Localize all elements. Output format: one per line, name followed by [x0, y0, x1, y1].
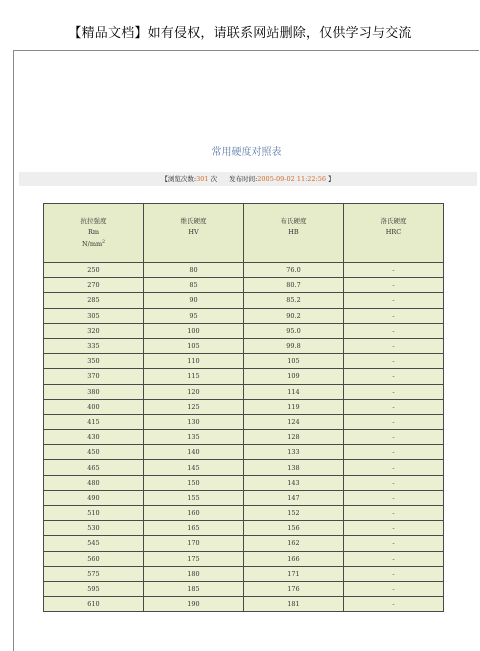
table-row	[44, 399, 444, 414]
page-title: 常用硬度对照表	[211, 147, 282, 158]
document-page	[13, 50, 479, 651]
table-row	[44, 263, 444, 278]
disclaimer-banner: 【精品文档】如有侵权，请联系网站删除，仅供学习与交流	[68, 26, 412, 41]
table-row	[44, 384, 444, 399]
views-count: 301	[196, 175, 209, 183]
cell-vickers: 165	[144, 521, 244, 536]
cell-brinell: 99.8	[244, 338, 344, 353]
cell-rockwell: -	[344, 278, 444, 293]
table-row	[44, 369, 444, 384]
table-row	[44, 521, 444, 536]
table-row	[44, 566, 444, 581]
cell-vickers: 145	[144, 460, 244, 475]
cell-brinell: 80.7	[244, 278, 344, 293]
cell-tensile: 415	[44, 414, 144, 429]
cell-rockwell: -	[344, 430, 444, 445]
cell-rockwell: -	[344, 384, 444, 399]
cell-vickers: 85	[144, 278, 244, 293]
cell-tensile: 370	[44, 369, 144, 384]
header-rockwell-code: HRC	[385, 228, 402, 237]
cell-brinell: 133	[244, 445, 344, 460]
cell-tensile: 575	[44, 566, 144, 581]
cell-brinell: 176	[244, 581, 344, 596]
cell-rockwell: -	[344, 460, 444, 475]
cell-rockwell: -	[344, 369, 444, 384]
views-label: 浏览次数:	[167, 175, 197, 183]
cell-brinell: 90.2	[244, 308, 344, 323]
cell-brinell: 138	[244, 460, 344, 475]
cell-tensile: 530	[44, 521, 144, 536]
header-brinell-name: 布氏硬度	[280, 216, 307, 225]
header-tensile-strength	[44, 204, 144, 263]
cell-tensile: 350	[44, 354, 144, 369]
cell-tensile: 465	[44, 460, 144, 475]
table-row	[44, 354, 444, 369]
header-tensile-name: 抗拉强度	[80, 216, 107, 225]
cell-brinell: 105	[244, 354, 344, 369]
cell-vickers: 190	[144, 597, 244, 612]
table-row	[44, 278, 444, 293]
table-row	[44, 293, 444, 308]
header-tensile-code: Rm	[87, 228, 100, 237]
cell-rockwell: -	[344, 521, 444, 536]
table-row	[44, 551, 444, 566]
cell-rockwell: -	[344, 506, 444, 521]
cell-tensile: 335	[44, 338, 144, 353]
cell-vickers: 170	[144, 536, 244, 551]
cell-brinell: 156	[244, 521, 344, 536]
cell-vickers: 185	[144, 581, 244, 596]
cell-vickers: 120	[144, 384, 244, 399]
cell-brinell: 152	[244, 506, 344, 521]
cell-tensile: 320	[44, 323, 144, 338]
cell-vickers: 80	[144, 263, 244, 278]
cell-tensile: 450	[44, 445, 144, 460]
hardness-conversion-table	[43, 203, 444, 612]
table-header-row	[44, 204, 444, 263]
cell-tensile: 480	[44, 475, 144, 490]
table-row	[44, 430, 444, 445]
cell-rockwell: -	[344, 308, 444, 323]
published-time: 2005-09-02 11:22:56	[257, 175, 327, 183]
cell-brinell: 124	[244, 414, 344, 429]
cell-brinell: 119	[244, 399, 344, 414]
cell-brinell: 128	[244, 430, 344, 445]
cell-rockwell: -	[344, 551, 444, 566]
cell-vickers: 95	[144, 308, 244, 323]
cell-tensile: 510	[44, 506, 144, 521]
cell-vickers: 155	[144, 490, 244, 505]
cell-tensile: 430	[44, 430, 144, 445]
cell-rockwell: -	[344, 323, 444, 338]
header-rockwell-name: 洛氏硬度	[380, 216, 407, 225]
cell-vickers: 140	[144, 445, 244, 460]
header-tensile-unit-sup: 2	[102, 239, 106, 245]
cell-brinell: 109	[244, 369, 344, 384]
cell-brinell: 181	[244, 597, 344, 612]
cell-brinell: 76.0	[244, 263, 344, 278]
header-tensile-unit-base: N/mm	[81, 239, 103, 248]
cell-brinell: 85.2	[244, 293, 344, 308]
info-close-bracket: 】	[328, 175, 335, 183]
cell-rockwell: -	[344, 581, 444, 596]
table-row	[44, 581, 444, 596]
cell-tensile: 595	[44, 581, 144, 596]
table-row	[44, 506, 444, 521]
cell-tensile: 545	[44, 536, 144, 551]
cell-vickers: 135	[144, 430, 244, 445]
cell-tensile: 490	[44, 490, 144, 505]
header-brinell	[244, 204, 344, 263]
cell-brinell: 114	[244, 384, 344, 399]
table-row	[44, 475, 444, 490]
table-row	[44, 536, 444, 551]
cell-rockwell: -	[344, 354, 444, 369]
cell-rockwell: -	[344, 536, 444, 551]
cell-rockwell: -	[344, 475, 444, 490]
table-row	[44, 323, 444, 338]
cell-tensile: 380	[44, 384, 144, 399]
published-label: 发布时间:	[229, 175, 258, 183]
cell-rockwell: -	[344, 566, 444, 581]
header-brinell-code: HB	[288, 228, 299, 237]
cell-vickers: 150	[144, 475, 244, 490]
cell-rockwell: -	[344, 293, 444, 308]
cell-vickers: 105	[144, 338, 244, 353]
cell-vickers: 160	[144, 506, 244, 521]
cell-tensile: 400	[44, 399, 144, 414]
cell-rockwell: -	[344, 597, 444, 612]
cell-tensile: 610	[44, 597, 144, 612]
cell-tensile: 250	[44, 263, 144, 278]
table-body	[44, 263, 444, 612]
table-row	[44, 597, 444, 612]
cell-rockwell: -	[344, 399, 444, 414]
table-row	[44, 308, 444, 323]
table-row	[44, 338, 444, 353]
cell-brinell: 171	[244, 566, 344, 581]
cell-rockwell: -	[344, 414, 444, 429]
cell-rockwell: -	[344, 263, 444, 278]
cell-brinell: 162	[244, 536, 344, 551]
header-vickers-name: 维氏硬度	[180, 216, 207, 225]
cell-vickers: 175	[144, 551, 244, 566]
cell-tensile: 285	[44, 293, 144, 308]
header-tensile-unit	[44, 239, 143, 251]
info-open-bracket: 【	[161, 175, 168, 183]
cell-vickers: 125	[144, 399, 244, 414]
header-vickers-code: HV	[188, 228, 199, 237]
table-row	[44, 490, 444, 505]
cell-brinell: 143	[244, 475, 344, 490]
header-rockwell	[344, 204, 444, 263]
cell-vickers: 100	[144, 323, 244, 338]
cell-vickers: 180	[144, 566, 244, 581]
table-row	[44, 414, 444, 429]
article-info-bar	[19, 172, 477, 186]
table-row	[44, 445, 444, 460]
cell-tensile: 560	[44, 551, 144, 566]
cell-vickers: 90	[144, 293, 244, 308]
cell-vickers: 115	[144, 369, 244, 384]
cell-rockwell: -	[344, 445, 444, 460]
cell-tensile: 305	[44, 308, 144, 323]
cell-rockwell: -	[344, 338, 444, 353]
cell-brinell: 147	[244, 490, 344, 505]
cell-rockwell: -	[344, 490, 444, 505]
table-row	[44, 460, 444, 475]
cell-vickers: 110	[144, 354, 244, 369]
cell-brinell: 166	[244, 551, 344, 566]
cell-vickers: 130	[144, 414, 244, 429]
cell-brinell: 95.0	[244, 323, 344, 338]
header-vickers	[144, 204, 244, 263]
cell-tensile: 270	[44, 278, 144, 293]
views-unit: 次	[210, 175, 218, 183]
